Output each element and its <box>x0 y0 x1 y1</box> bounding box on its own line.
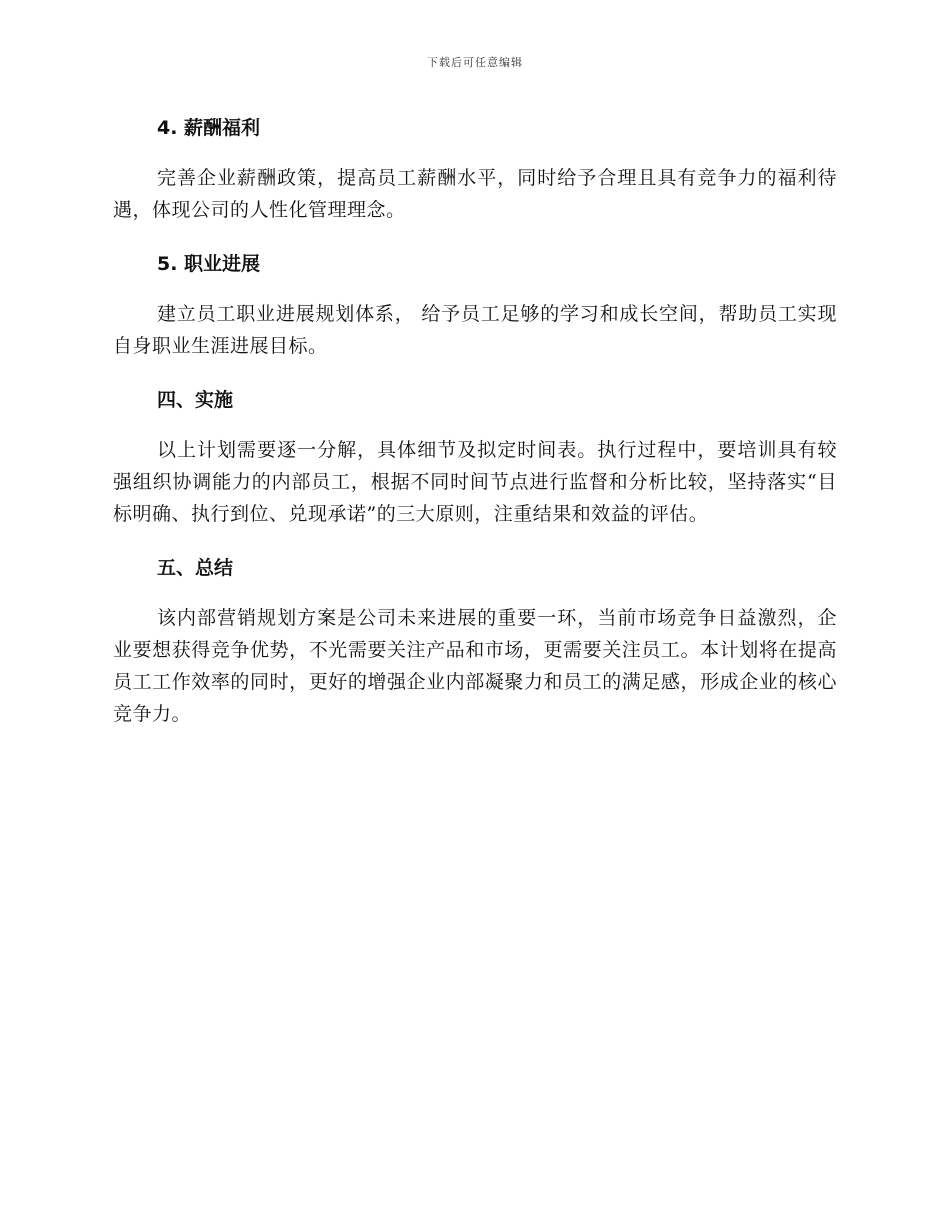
section-heading-career-development: 5. 职业进展 <box>157 253 261 275</box>
section-heading-implementation: 四、实施 <box>157 389 234 411</box>
section-paragraph-summary: 该内部营销规划方案是公司未来进展的重要一环，当前市场竞争日益激烈，企业要想获得竞争优势，不光需要关注产品和市场，更需要关注员工。本计划将在提高员工工作效率的同时，更好的增强企业内部凝聚力和员工的满足感，形成企业的核心竞争力。 <box>113 607 837 725</box>
section-paragraph-salary-benefits: 完善企业薪酬政策，提高员工薪酬水平，同时给予合理且具有竞争力的福利待遇，体现公司的人性化管理理念。 <box>113 167 837 221</box>
page-header: 下载后可任意编辑 <box>427 56 523 69</box>
section-paragraph-career-development: 建立员工职业进展规划体系， 给予员工足够的学习和成长空间，帮助员工实现自身职业生涯进展目标。 <box>113 303 837 357</box>
section-heading-salary-benefits: 4. 薪酬福利 <box>157 117 261 139</box>
section-paragraph-implementation: 以上计划需要逐一分解，具体细节及拟定时间表。执行过程中，要培训具有较强组织协调能力的内部员工，根据不同时间节点进行监督和分析比较，坚持落实“目标明确、执行到位、兑现承诺”的三大原则，注重结果和效益的评估。 <box>113 439 837 525</box>
section-heading-summary: 五、总结 <box>157 557 234 579</box>
document-body <box>113 110 837 730</box>
